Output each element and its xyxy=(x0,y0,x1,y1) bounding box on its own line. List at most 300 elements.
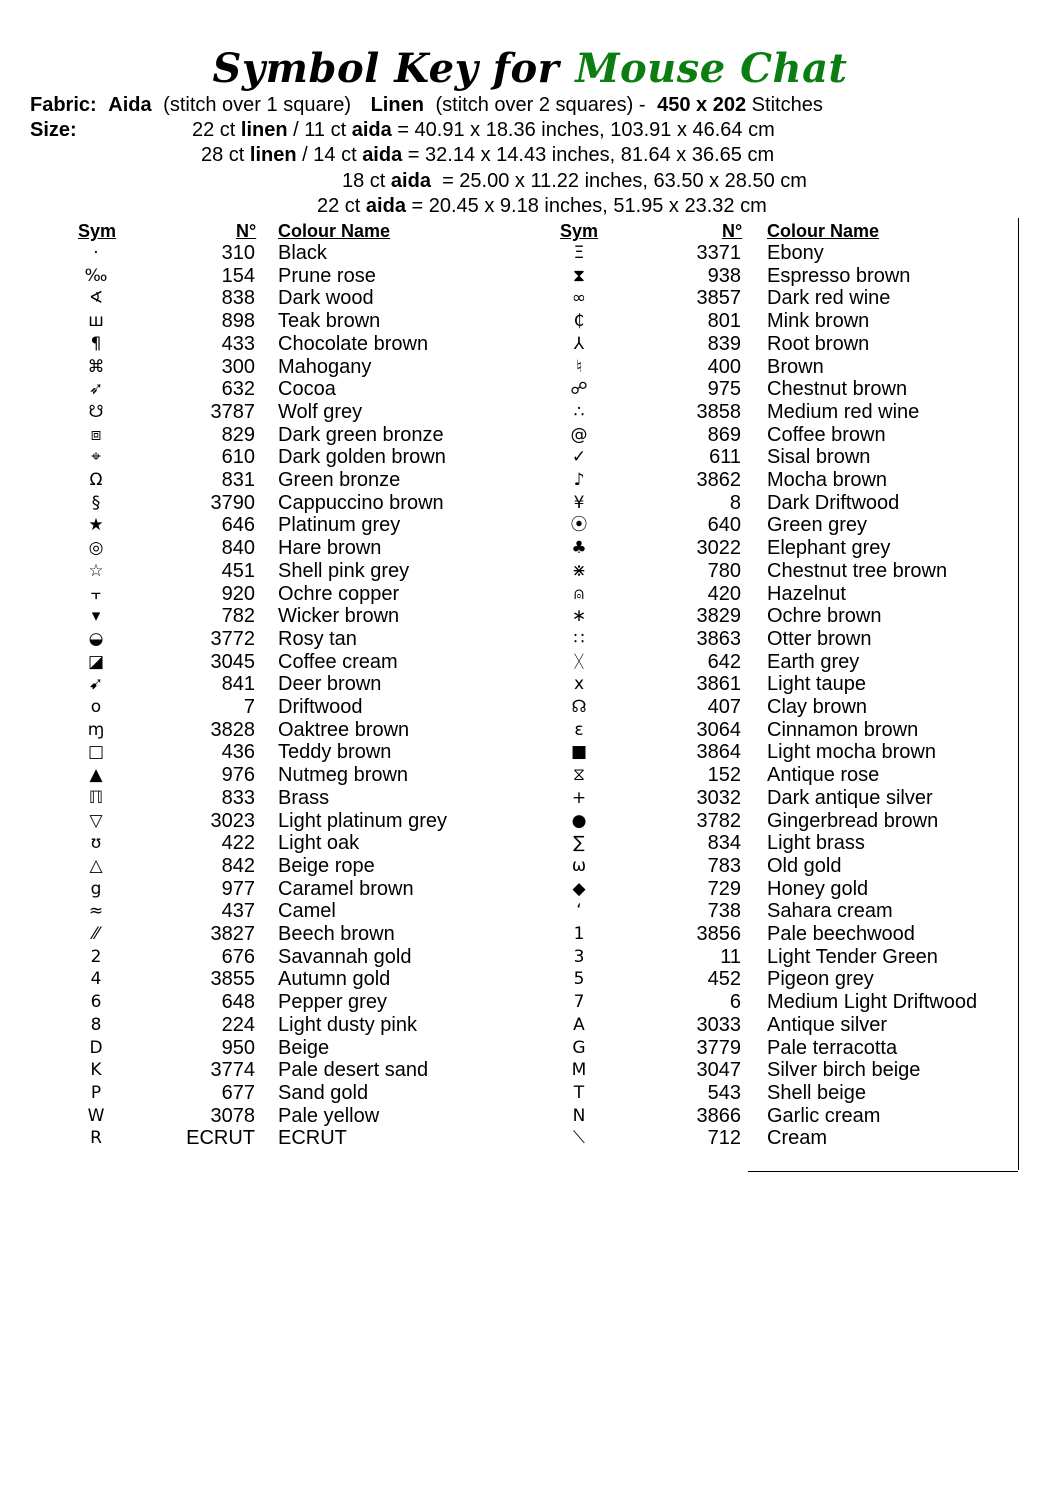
symbol-cell: ∴ xyxy=(573,401,585,422)
symbol-cell: ¥ xyxy=(573,492,585,513)
table-row xyxy=(0,991,1000,1014)
colour-name-cell: Coffee cream xyxy=(278,650,398,673)
size-line-3: 18 ct aida = 25.00 x 11.22 inches, 63.50 x 28.50 cm xyxy=(342,170,807,192)
symbol-cell: ◆ xyxy=(572,878,586,899)
symbol-cell: ➹ xyxy=(88,674,104,695)
symbol-cell: ⍝ xyxy=(573,583,585,604)
number-cell: 842 xyxy=(221,854,255,877)
colour-name-cell: Prune rose xyxy=(278,264,376,287)
number-cell: 3023 xyxy=(210,809,255,832)
number-cell: 829 xyxy=(221,423,255,446)
symbol-cell: ▲ xyxy=(89,765,103,786)
table-row xyxy=(0,946,1000,969)
stitch-count: 450 x 202 xyxy=(657,94,747,116)
number-cell: 3790 xyxy=(210,491,255,514)
number-cell: 7 xyxy=(243,696,255,718)
number-cell: 3047 xyxy=(696,1059,741,1082)
number-cell: 8 xyxy=(729,491,741,514)
colour-name-cell: Coffee brown xyxy=(767,423,886,446)
symbol-cell: A xyxy=(573,1014,585,1035)
symbol-cell: ∑ xyxy=(573,833,585,854)
colour-name-cell: Caramel brown xyxy=(278,877,414,900)
colour-name-cell: Light platinum grey xyxy=(278,809,447,832)
number-cell: 300 xyxy=(221,355,255,378)
table-row xyxy=(0,878,1000,901)
colour-name-cell: Mocha brown xyxy=(767,469,888,491)
colour-name-cell: Cappuccino brown xyxy=(278,491,444,514)
colour-name-cell: Ebony xyxy=(767,242,824,264)
symbol-cell: 6 xyxy=(90,992,102,1013)
number-cell: 801 xyxy=(707,310,741,333)
symbol-cell: ʻ xyxy=(576,901,582,922)
colour-name-cell: Light dusty pink xyxy=(278,1013,417,1036)
header-num-right: N° xyxy=(722,221,743,241)
symbol-cell: ∷ xyxy=(573,628,585,649)
colour-name-cell: Sand gold xyxy=(278,1081,369,1104)
table-row xyxy=(0,401,1000,424)
symbol-cell: P xyxy=(90,1082,102,1103)
number-cell: 3863 xyxy=(696,627,741,650)
symbol-cell: ◒ xyxy=(88,628,104,649)
table-row xyxy=(0,492,1000,515)
table-row xyxy=(0,1127,1000,1150)
number-cell: 977 xyxy=(221,877,255,900)
colour-name-cell: Hare brown xyxy=(278,537,382,560)
symbol-cell: T xyxy=(573,1082,585,1103)
number-cell: 3779 xyxy=(696,1036,741,1059)
number-cell: 869 xyxy=(707,423,741,446)
colour-name-cell: Medium Light Driftwood xyxy=(767,991,978,1014)
symbol-cell: ● xyxy=(571,810,587,831)
number-cell: 838 xyxy=(221,287,255,310)
number-cell: 834 xyxy=(707,832,741,855)
right-border-line xyxy=(1018,218,1019,1170)
number-cell: 3045 xyxy=(210,650,255,673)
colour-name-cell: Teddy brown xyxy=(278,741,392,764)
number-cell: 3772 xyxy=(210,627,255,650)
colour-name-cell: Old gold xyxy=(767,854,842,877)
symbol-cell: ⧈ xyxy=(90,424,102,445)
table-row xyxy=(0,764,1000,787)
symbol-cell: ⌖ xyxy=(91,447,101,468)
number-cell: 3857 xyxy=(696,287,741,310)
colour-name-cell: Pale desert sand xyxy=(278,1059,429,1082)
table-row xyxy=(0,651,1000,674)
colour-name-cell: Mahogany xyxy=(278,355,372,378)
table-row xyxy=(0,356,1000,379)
symbol-cell: ♮ xyxy=(575,356,583,377)
symbol-cell: g xyxy=(90,878,102,899)
colour-name-cell: Beech brown xyxy=(278,923,395,945)
colour-name-cell: Otter brown xyxy=(767,627,872,650)
number-cell: 451 xyxy=(221,559,255,582)
table-row xyxy=(0,310,1000,333)
fabric-aida-note: (stitch over 1 square) xyxy=(163,94,352,116)
number-cell: ECRUT xyxy=(186,1127,255,1150)
colour-name-cell: Camel xyxy=(278,900,336,923)
header-name-left: Colour Name xyxy=(278,221,391,241)
symbol-cell: ‰ xyxy=(84,265,108,286)
number-cell: 976 xyxy=(221,764,255,787)
symbol-cell: ⟍ xyxy=(573,1128,585,1149)
table-row xyxy=(0,537,1000,560)
number-cell: 3829 xyxy=(696,605,741,628)
number-cell: 729 xyxy=(707,877,741,900)
table-row xyxy=(0,832,1000,855)
number-cell: 738 xyxy=(707,900,741,923)
colour-name-cell: Beige rope xyxy=(278,854,375,877)
table-row xyxy=(0,741,1000,764)
colour-name-cell: Green grey xyxy=(767,514,868,537)
number-cell: 224 xyxy=(221,1013,255,1036)
colour-name-cell: Antique silver xyxy=(767,1013,888,1036)
symbol-cell: K xyxy=(90,1060,102,1081)
symbol-cell: 5 xyxy=(573,969,585,990)
table-row xyxy=(0,424,1000,447)
symbol-cell: ε xyxy=(574,719,584,740)
symbol-cell: ♪ xyxy=(573,470,585,490)
stitch-word: Stitches xyxy=(751,94,823,116)
colour-name-cell: Mink brown xyxy=(767,310,870,333)
colour-name-cell: Savannah gold xyxy=(278,945,412,968)
number-cell: 3861 xyxy=(696,673,741,696)
symbol-cell: ⫟ xyxy=(90,583,102,604)
colour-name-cell: Espresso brown xyxy=(767,264,911,287)
symbol-cell: ω xyxy=(571,855,587,876)
symbol-cell: W xyxy=(87,1105,105,1126)
chart-name: Mouse Chat xyxy=(575,45,848,92)
table-row xyxy=(0,605,1000,628)
colour-name-cell: Chocolate brown xyxy=(278,332,429,355)
table-row xyxy=(0,1082,1000,1105)
table-row xyxy=(0,855,1000,878)
table-row xyxy=(0,333,1000,356)
symbol-cell: ★ xyxy=(88,515,104,536)
symbol-cell: ♣ xyxy=(571,538,587,559)
table-row xyxy=(0,242,1000,265)
title-prefix: Symbol Key for xyxy=(212,45,560,92)
table-row xyxy=(0,514,1000,537)
fabric-line xyxy=(30,93,823,117)
number-cell: 152 xyxy=(707,764,741,787)
symbol-cell: Ξ xyxy=(573,243,585,263)
number-cell: 6 xyxy=(729,991,741,1014)
table-row xyxy=(0,1059,1000,1082)
number-cell: 3787 xyxy=(210,400,255,423)
number-cell: 3782 xyxy=(696,809,741,832)
colour-name-cell: Wicker brown xyxy=(278,605,400,628)
size-label: Size: xyxy=(30,119,77,141)
symbol-cell: ≈ xyxy=(88,901,104,922)
table-row xyxy=(0,378,1000,401)
colour-name-cell: Dark Driftwood xyxy=(767,491,900,514)
table-row xyxy=(0,719,1000,742)
colour-name-cell: Cream xyxy=(767,1127,828,1150)
number-cell: 676 xyxy=(221,945,255,968)
number-cell: 646 xyxy=(221,514,255,537)
symbol-cell: ◪ xyxy=(87,651,105,672)
symbol-cell: x xyxy=(573,674,585,695)
colour-name-cell: Oaktree brown xyxy=(278,718,410,741)
colour-name-cell: Light brass xyxy=(767,832,865,855)
number-cell: 3774 xyxy=(210,1059,255,1082)
size-line-2: 28 ct linen / 14 ct aida = 32.14 x 14.43 inches, 81.64 x 36.65 cm xyxy=(201,144,775,166)
colour-name-cell: Pigeon grey xyxy=(767,968,874,991)
colour-name-cell: Earth grey xyxy=(767,650,860,673)
colour-name-cell: Black xyxy=(278,242,327,264)
bottom-border-line xyxy=(748,1171,1018,1172)
number-cell: 11 xyxy=(720,945,741,968)
symbol-cell: ☍ xyxy=(570,379,588,400)
table-row xyxy=(0,560,1000,583)
number-cell: 642 xyxy=(707,650,741,673)
symbol-cell: ⁄⁄ xyxy=(93,924,99,944)
colour-name-cell: Driftwood xyxy=(278,696,363,718)
colour-name-cell: Chestnut brown xyxy=(767,378,908,401)
colour-name-cell: Light taupe xyxy=(767,673,866,696)
symbol-cell: ɱ xyxy=(87,719,105,740)
symbol-cell: ⧗ xyxy=(573,265,585,286)
symbol-cell: ʊ xyxy=(90,833,102,854)
colour-name-cell: Light mocha brown xyxy=(767,741,936,764)
table-row xyxy=(0,968,1000,991)
colour-name-cell: Rosy tan xyxy=(278,627,357,650)
symbol-cell: 7 xyxy=(573,992,585,1013)
number-cell: 3864 xyxy=(696,741,741,764)
colour-name-cell: Honey gold xyxy=(767,877,869,900)
colour-name-cell: Pale terracotta xyxy=(767,1036,898,1059)
number-cell: 3032 xyxy=(696,786,741,809)
fabric-linen-note: (stitch over 2 squares) - xyxy=(435,94,646,116)
colour-name-cell: Garlic cream xyxy=(767,1104,881,1127)
colour-name-cell: Shell beige xyxy=(767,1081,866,1104)
symbol-cell: ⋇ xyxy=(571,560,587,581)
number-cell: 640 xyxy=(707,514,741,537)
number-cell: 920 xyxy=(221,582,255,605)
table-row xyxy=(0,673,1000,696)
symbol-cell: @ xyxy=(570,424,588,445)
colour-name-cell: Beige xyxy=(278,1036,330,1059)
number-cell: 840 xyxy=(221,537,255,560)
symbol-cell: ⌘ xyxy=(87,356,105,377)
number-cell: 3862 xyxy=(696,469,741,491)
number-cell: 3827 xyxy=(210,923,255,945)
number-cell: 783 xyxy=(707,854,741,877)
colour-name-cell: Dark wood xyxy=(278,287,374,310)
symbol-cell: ☋ xyxy=(88,401,104,422)
symbol-cell: ⧖ xyxy=(573,765,585,786)
symbol-cell: o xyxy=(90,697,102,717)
table-row xyxy=(0,900,1000,923)
colour-name-cell: Chestnut tree brown xyxy=(767,559,948,582)
colour-name-cell: Sisal brown xyxy=(767,446,871,469)
header-num-left: N° xyxy=(236,221,257,241)
colour-name-cell: Autumn gold xyxy=(278,968,391,991)
symbol-cell: ➶ xyxy=(88,379,104,400)
header-name-right: Colour Name xyxy=(767,221,880,241)
number-cell: 3855 xyxy=(210,968,255,991)
number-cell: 420 xyxy=(707,582,741,605)
number-cell: 400 xyxy=(707,355,741,378)
number-cell: 780 xyxy=(707,559,741,582)
header-sym-left: Sym xyxy=(78,221,117,241)
number-cell: 839 xyxy=(707,332,741,355)
number-cell: 543 xyxy=(707,1081,741,1104)
colour-name-cell: Pale yellow xyxy=(278,1104,380,1127)
table-row xyxy=(0,287,1000,310)
symbol-cell: ¶ xyxy=(90,333,102,354)
header-sym-right: Sym xyxy=(560,221,599,241)
symbol-cell: ▾ xyxy=(91,606,101,627)
symbol-cell: D xyxy=(89,1037,103,1058)
colour-name-cell: Dark green bronze xyxy=(278,423,444,446)
symbol-cell: ᚷ xyxy=(573,651,585,672)
colour-name-cell: Brown xyxy=(767,355,824,378)
number-cell: 610 xyxy=(221,446,255,469)
number-cell: 3033 xyxy=(696,1013,741,1036)
symbol-cell: · xyxy=(93,243,99,263)
fabric-label: Fabric: xyxy=(30,94,97,116)
symbol-cell: ◎ xyxy=(88,538,104,559)
colour-name-cell: Gingerbread brown xyxy=(767,809,939,832)
number-cell: 3856 xyxy=(696,923,741,945)
colour-name-cell: Medium red wine xyxy=(767,400,920,423)
colour-name-cell: Hazelnut xyxy=(767,582,846,605)
fabric-aida: Aida xyxy=(108,94,152,116)
number-cell: 422 xyxy=(221,832,255,855)
fabric-linen: Linen xyxy=(370,94,424,116)
symbol-cell: 3 xyxy=(573,946,585,967)
symbol-cell: ▽ xyxy=(89,810,103,831)
number-cell: 407 xyxy=(707,696,741,718)
colour-name-cell: Nutmeg brown xyxy=(278,764,409,787)
table-row xyxy=(0,923,1000,946)
symbol-cell: ✓ xyxy=(571,447,587,468)
number-cell: 3858 xyxy=(696,400,741,423)
number-cell: 154 xyxy=(221,264,255,287)
table-row xyxy=(0,583,1000,606)
symbol-cell: + xyxy=(571,787,587,808)
symbol-cell: ∗ xyxy=(571,606,587,627)
symbol-cell: ☊ xyxy=(571,697,587,717)
table-row xyxy=(0,810,1000,833)
symbol-cell: Ω xyxy=(89,470,103,490)
colour-name-cell: Green bronze xyxy=(278,469,401,491)
table-row xyxy=(0,469,1000,492)
number-cell: 436 xyxy=(221,741,255,764)
colour-name-cell: Cinnamon brown xyxy=(767,718,919,741)
colour-name-cell: Ochre copper xyxy=(278,582,400,605)
symbol-cell: △ xyxy=(89,855,103,876)
table-row xyxy=(0,1014,1000,1037)
colour-name-cell: Platinum grey xyxy=(278,514,401,537)
colour-name-cell: Brass xyxy=(278,786,330,809)
number-cell: 648 xyxy=(221,991,255,1014)
colour-name-cell: Light Tender Green xyxy=(767,945,938,968)
colour-name-cell: Pale beechwood xyxy=(767,923,915,945)
table-row xyxy=(0,446,1000,469)
table-row xyxy=(0,787,1000,810)
symbol-cell: 8 xyxy=(90,1014,102,1035)
table-row xyxy=(0,628,1000,651)
colour-name-cell: Sahara cream xyxy=(767,900,893,923)
symbol-cell: ☆ xyxy=(88,560,104,581)
table-row xyxy=(0,1105,1000,1128)
number-cell: 310 xyxy=(221,242,255,264)
number-cell: 3371 xyxy=(696,242,741,264)
colour-name-cell: Dark antique silver xyxy=(767,786,933,809)
colour-name-cell: Dark golden brown xyxy=(278,446,446,469)
symbol-cell: G xyxy=(572,1037,586,1058)
symbol-cell: 4 xyxy=(90,969,102,990)
symbol-cell: M xyxy=(571,1060,587,1081)
number-cell: 841 xyxy=(221,673,255,696)
number-cell: 3078 xyxy=(210,1104,255,1127)
size-line-4: 22 ct aida = 20.45 x 9.18 inches, 51.95 x 23.32 cm xyxy=(317,195,767,217)
colour-name-cell: Shell pink grey xyxy=(278,559,410,582)
number-cell: 898 xyxy=(221,310,255,333)
number-cell: 3866 xyxy=(696,1104,741,1127)
symbol-cell: ■ xyxy=(570,742,588,763)
number-cell: 833 xyxy=(221,786,255,809)
table-row xyxy=(0,696,1000,719)
number-cell: 938 xyxy=(707,264,741,287)
colour-name-cell: Light oak xyxy=(278,832,360,855)
number-cell: 611 xyxy=(709,446,741,469)
symbol-cell: ℿ xyxy=(88,787,104,808)
colour-name-cell: Wolf grey xyxy=(278,400,363,423)
symbol-cell: ₵ xyxy=(573,311,585,332)
symbol-cell: ∞ xyxy=(571,288,587,309)
colour-name-cell: ECRUT xyxy=(278,1127,347,1150)
number-cell: 3828 xyxy=(210,718,255,741)
number-cell: 3022 xyxy=(696,537,741,560)
number-cell: 433 xyxy=(221,332,255,355)
colour-name-cell: Dark red wine xyxy=(767,287,891,310)
table-row xyxy=(0,265,1000,288)
number-cell: 950 xyxy=(221,1036,255,1059)
number-cell: 975 xyxy=(707,378,741,401)
colour-name-cell: Cocoa xyxy=(278,378,336,401)
colour-name-cell: Elephant grey xyxy=(767,537,891,560)
number-cell: 3064 xyxy=(696,718,741,741)
symbol-cell: R xyxy=(90,1128,102,1149)
symbol-cell: 2 xyxy=(90,946,102,967)
colour-name-cell: Silver birch beige xyxy=(767,1059,921,1082)
symbol-cell: ∢ xyxy=(88,288,104,309)
colour-name-cell: Antique rose xyxy=(767,764,880,787)
colour-name-cell: Root brown xyxy=(767,332,870,355)
symbol-cell: ⦿ xyxy=(570,515,588,536)
number-cell: 677 xyxy=(221,1081,255,1104)
number-cell: 632 xyxy=(221,378,255,401)
number-cell: 452 xyxy=(707,968,741,991)
colour-name-cell: Pepper grey xyxy=(278,991,387,1014)
page-title xyxy=(0,44,1060,94)
number-cell: 831 xyxy=(221,469,255,491)
colour-name-cell: Deer brown xyxy=(278,673,382,696)
size-line-1: 22 ct linen / 11 ct aida = 40.91 x 18.36 inches, 103.91 x 46.64 cm xyxy=(192,119,775,141)
colour-name-cell: Teak brown xyxy=(278,310,381,333)
number-cell: 712 xyxy=(707,1127,741,1150)
colour-name-cell: Ochre brown xyxy=(767,605,882,628)
symbol-cell: ш xyxy=(88,311,104,332)
symbol-cell: § xyxy=(91,492,101,513)
symbol-cell: □ xyxy=(87,742,105,763)
colour-name-cell: Clay brown xyxy=(767,696,868,718)
symbol-cell: 1 xyxy=(573,924,585,944)
symbol-cell: ⅄ xyxy=(573,333,585,354)
